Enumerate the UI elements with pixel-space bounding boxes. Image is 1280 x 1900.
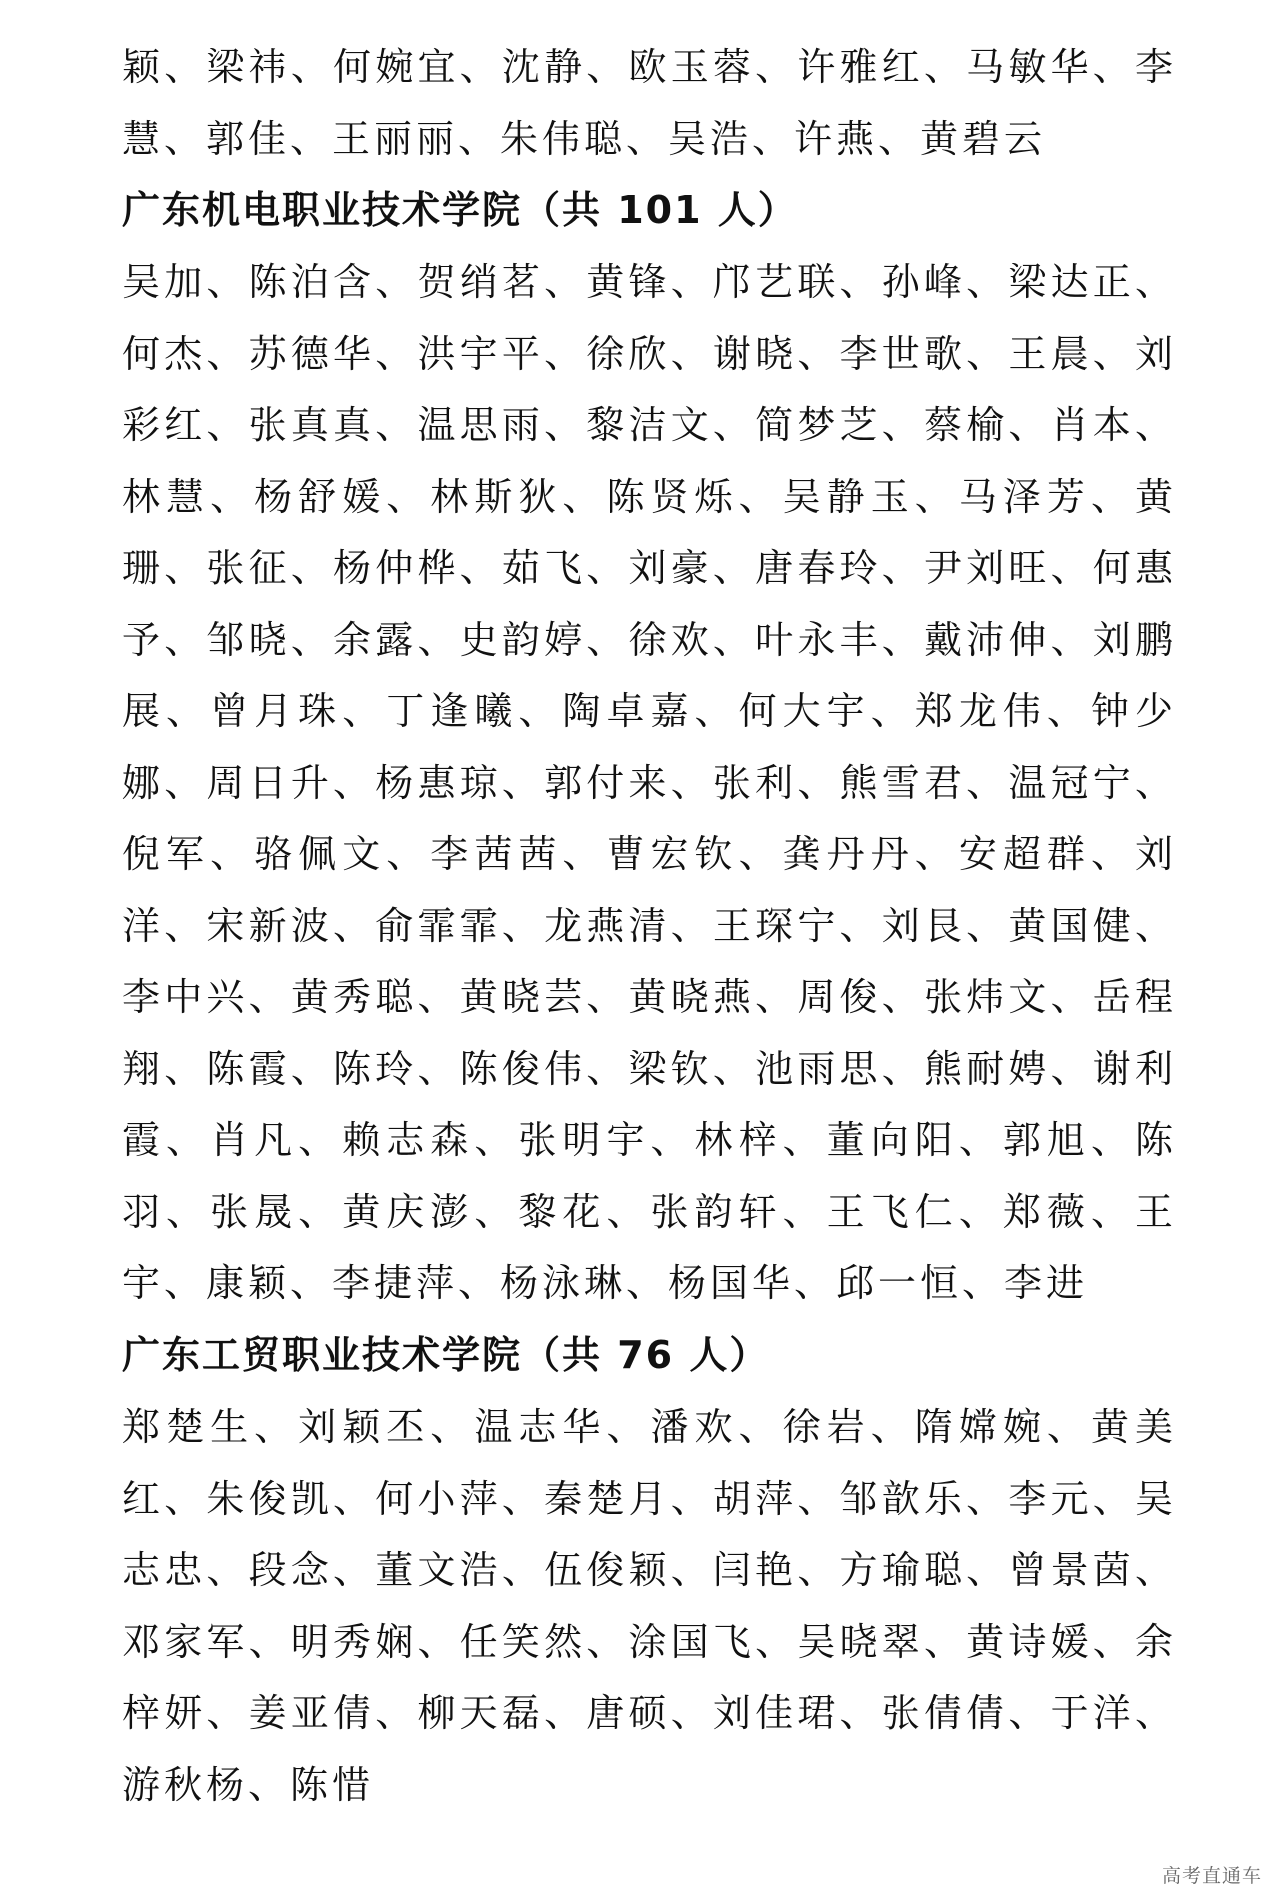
continuation-name-list: 颖、梁祎、何婉宜、沈静、欧玉蓉、许雅红、马敏华、李慧、郭佳、王丽丽、朱伟聪、吴浩、许燕、黄碧云: [122, 45, 1177, 161]
section-heading-guangdong-industry-trade: 广东工贸职业技术学院（共 76 人）: [122, 1333, 770, 1377]
name-list-guangdong-mechanical-electrical: 吴加、陈泊含、贺绡茗、黄锋、邝艺联、孙峰、梁达正、何杰、苏德华、洪宇平、徐欣、谢晓、李世歌、王晨、刘彩红、张真真、温思雨、黎洁文、简梦芝、蔡榆、肖本、林慧、杨舒媛、林斯狄、陈贤烁、吴静玉、马泽芳、黄珊、张征、杨仲桦、茹飞、刘豪、唐春玲、尹刘旺、何惠予、邹晓、余露、史韵婷、徐欢、叶永丰、戴沛伸、刘鹏展、曾月珠、丁逢曦、陶卓嘉、何大宇、郑龙伟、钟少娜、周日升、杨惠琼、郭付来、张利、熊雪君、温冠宁、倪军、骆佩文、李茜茜、曹宏钦、龚丹丹、安超群、刘洋、宋新波、俞霏霏、龙燕清、王琛宁、刘艮、黄国健、李中兴、黄秀聪、黄晓芸、黄晓燕、周俊、张炜文、岳程翔、陈霞、陈玲、陈俊伟、梁钦、池雨思、熊耐娉、谢利霞、肖凡、赖志森、张明宇、林梓、董向阳、郭旭、陈羽、张晟、黄庆澎、黎花、张韵轩、王飞仁、郑薇、王宇、康颖、李捷萍、杨泳琳、杨国华、邱一恒、李进: [122, 260, 1177, 1305]
watermark-text: 高考直通车: [1161, 1865, 1262, 1887]
name-list-guangdong-industry-trade: 郑楚生、刘颖丕、温志华、潘欢、徐岩、隋嫦婉、黄美红、朱俊凯、何小萍、秦楚月、胡萍、邹歆乐、李元、吴志忠、段念、董文浩、伍俊颖、闫艳、方瑜聪、曾景茵、邓家军、明秀娴、任笑然、涂国飞、吴晓翠、黄诗媛、余梓妍、姜亚倩、柳天磊、唐硕、刘佳珺、张倩倩、于洋、游秋杨、陈惜: [122, 1405, 1177, 1807]
section-heading-guangdong-mechanical-electrical: 广东机电职业技术学院（共 101 人）: [122, 188, 798, 232]
